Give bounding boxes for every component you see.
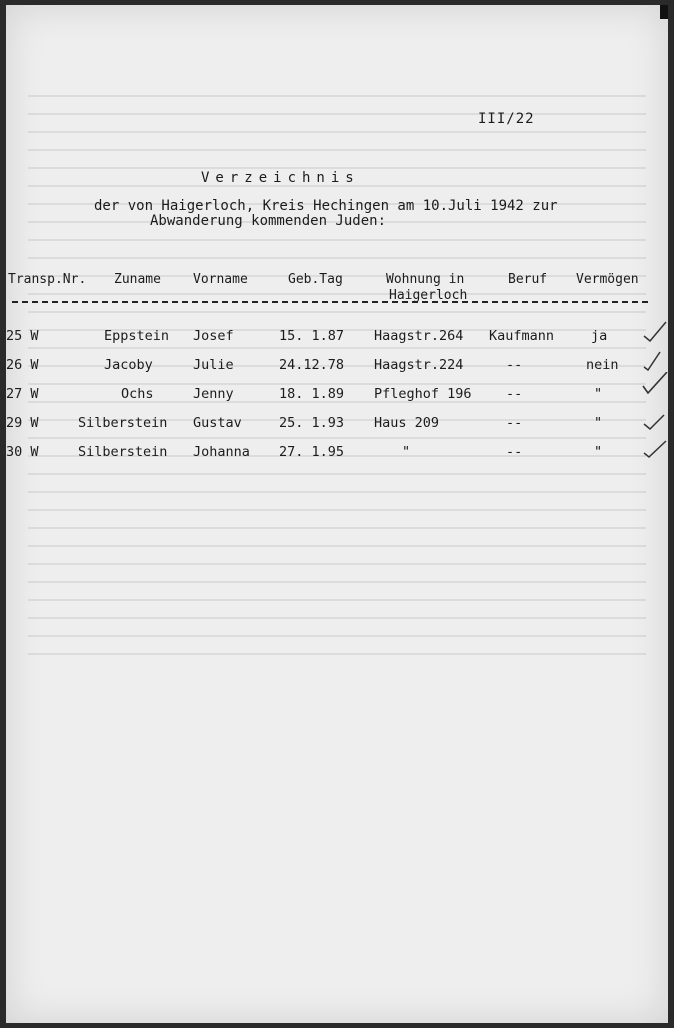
cell-transp: 29 W <box>6 415 39 431</box>
header-zuname: Zuname <box>114 272 161 287</box>
cell-zuname: Jacoby <box>104 357 153 373</box>
header-geb: Geb.Tag <box>288 272 343 287</box>
page-title: Verzeichnis <box>201 170 360 186</box>
table-row <box>6 415 668 435</box>
table-row <box>6 357 668 377</box>
header-beruf: Beruf <box>508 272 548 287</box>
cell-transp: 27 W <box>6 386 39 402</box>
cell-wohnung: " <box>402 444 411 460</box>
cell-beruf: -- <box>506 415 523 431</box>
cell-transp: 26 W <box>6 357 39 373</box>
cell-zuname: Eppstein <box>104 328 170 344</box>
cell-geb: 15. 1.87 <box>279 328 345 344</box>
corner-mark <box>660 5 668 19</box>
checkmark-icon <box>642 409 668 431</box>
header-transp: Transp.Nr. <box>8 272 87 287</box>
cell-vermoegen: " <box>594 444 603 460</box>
header-vermoegen: Vermögen <box>576 272 639 287</box>
cell-beruf: -- <box>506 386 523 402</box>
cell-zuname: Silberstein <box>78 444 168 460</box>
checkmark-icon <box>642 372 668 394</box>
checkmark-icon <box>642 436 668 458</box>
cell-beruf: -- <box>506 357 523 373</box>
header-divider <box>12 301 648 303</box>
cell-zuname: Silberstein <box>78 415 168 431</box>
header-wohnung-line-2: Haigerloch <box>389 288 468 303</box>
table-row <box>6 444 668 464</box>
table-row <box>6 386 668 406</box>
cell-beruf: Kaufmann <box>489 328 555 344</box>
cell-wohnung: Haagstr.224 <box>374 357 464 373</box>
cell-vermoegen: ja <box>591 328 608 344</box>
cell-geb: 24.12.78 <box>279 357 345 373</box>
cell-geb: 18. 1.89 <box>279 386 345 402</box>
cell-vorname: Johanna <box>193 444 250 460</box>
header-wohnung <box>386 272 467 304</box>
header-wohnung-line-1: Wohnung in <box>386 272 465 287</box>
cell-wohnung: Haus 209 <box>374 415 440 431</box>
cell-transp: 30 W <box>6 444 39 460</box>
cell-vorname: Josef <box>193 328 234 344</box>
cell-zuname: Ochs <box>121 386 154 402</box>
cell-geb: 25. 1.93 <box>279 415 345 431</box>
subtitle-line-2: Abwanderung kommenden Juden: <box>150 213 387 229</box>
cell-wohnung: Pfleghof 196 <box>374 386 472 402</box>
cell-beruf: -- <box>506 444 523 460</box>
subtitle-line-1: der von Haigerloch, Kreis Hechingen am 10.Juli 1942 zur <box>94 198 558 214</box>
cell-vermoegen: " <box>594 386 603 402</box>
cell-transp: 25 W <box>6 328 39 344</box>
table-row <box>6 328 668 348</box>
document-page <box>6 5 668 1023</box>
checkmark-icon <box>642 320 668 342</box>
cell-geb: 27. 1.95 <box>279 444 345 460</box>
checkmark-icon <box>642 349 668 371</box>
cell-vorname: Julie <box>193 357 234 373</box>
cell-vermoegen: nein <box>586 357 619 373</box>
cell-vorname: Gustav <box>193 415 242 431</box>
header-vorname: Vorname <box>193 272 248 287</box>
cell-vermoegen: " <box>594 415 603 431</box>
cell-wohnung: Haagstr.264 <box>374 328 464 344</box>
document-id: III/22 <box>478 111 535 127</box>
cell-vorname: Jenny <box>193 386 234 402</box>
